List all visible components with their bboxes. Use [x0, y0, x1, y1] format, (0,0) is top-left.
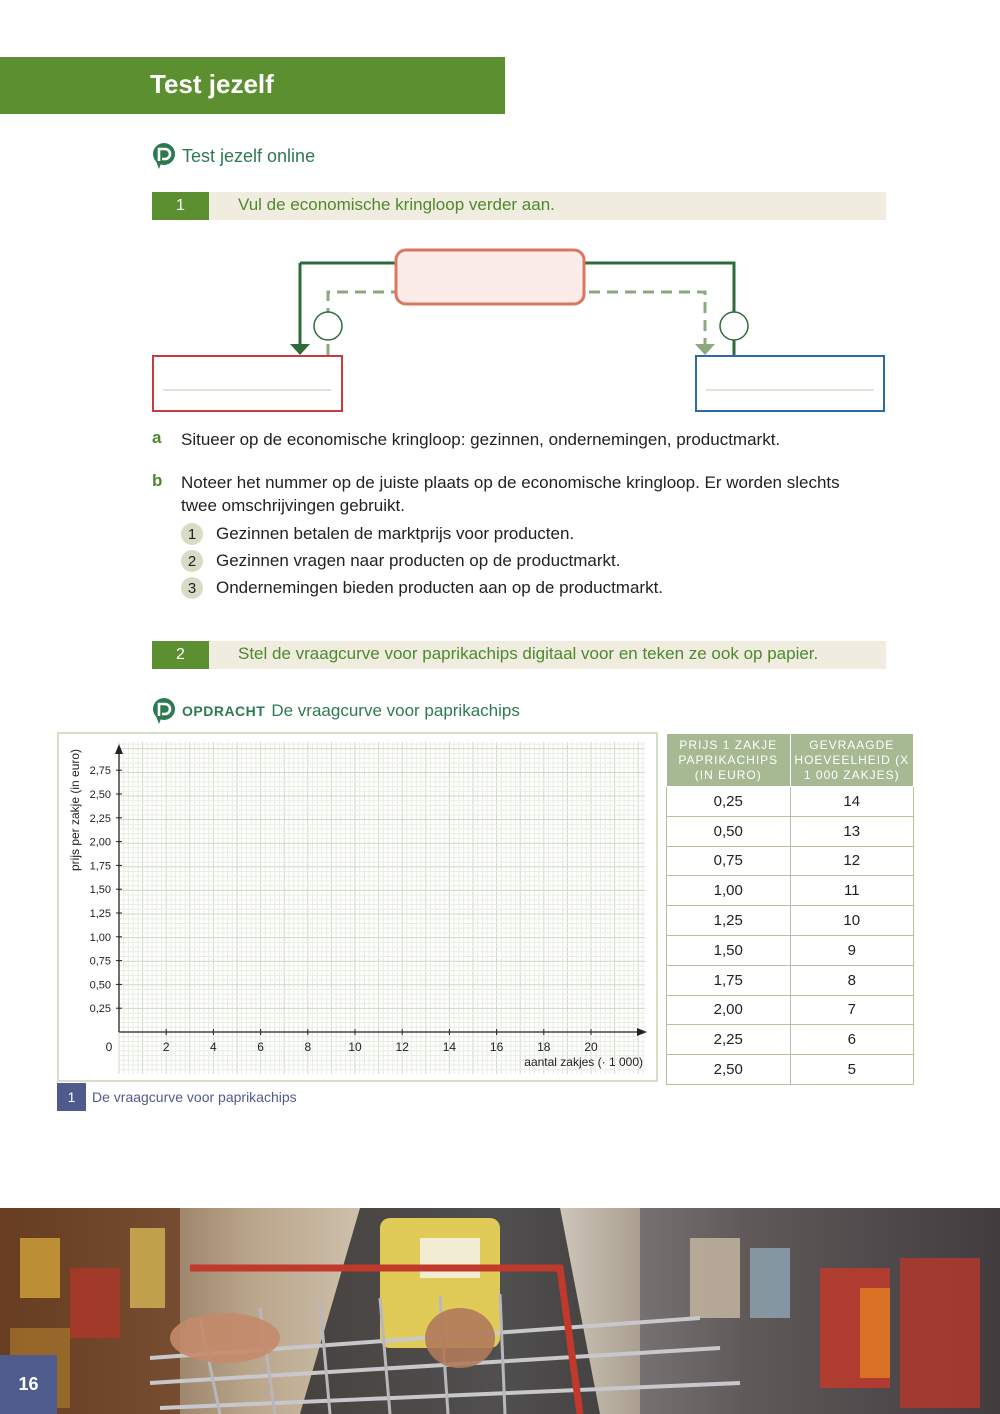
money-flow-arrowhead — [695, 344, 715, 355]
right-number-circle — [720, 312, 748, 340]
section-title: Test jezelf — [150, 69, 274, 99]
table-row — [667, 935, 914, 965]
left-answer-box — [153, 356, 342, 411]
x-tick-label: 2 — [162, 1040, 170, 1054]
table-row — [667, 846, 914, 876]
price-cell: 2,00 — [667, 995, 791, 1025]
table-row — [667, 816, 914, 846]
price-cell: 2,25 — [667, 1025, 791, 1055]
table-row — [667, 965, 914, 995]
y-tick-label: 2,25 — [89, 812, 111, 825]
price-cell: 1,00 — [667, 876, 791, 906]
opdracht-title: De vraagcurve voor paprikachips — [271, 701, 520, 720]
demand-curve-chart — [57, 732, 658, 1082]
goods-flow-arrowhead — [290, 344, 310, 355]
price-cell: 2,50 — [667, 1055, 791, 1085]
price-cell: 1,25 — [667, 906, 791, 936]
price-quantity-table — [666, 733, 914, 1085]
exercise-2-bar — [152, 641, 886, 669]
x-tick-label: 16 — [489, 1040, 504, 1054]
question-a-text: Situeer op de economische kringloop: gezinnen, ondernemingen, productmarkt. — [181, 430, 781, 449]
exercise-1-number: 1 — [152, 192, 209, 220]
online-link[interactable] — [152, 142, 315, 170]
question-a-letter: a — [152, 428, 162, 447]
table-header-row — [667, 734, 914, 787]
price-cell: 0,50 — [667, 816, 791, 846]
option-1-number: 1 — [181, 523, 203, 545]
supermarket-photo — [0, 1208, 1000, 1414]
chart-svg — [59, 734, 656, 1080]
option-2-text: Gezinnen vragen naar producten op de productmarkt. — [216, 551, 621, 570]
section-header — [0, 57, 505, 114]
exercise-1-bar — [152, 192, 886, 220]
quantity-cell: 11 — [790, 876, 913, 906]
origin-label: 0 — [105, 1040, 113, 1054]
x-tick-label: 20 — [584, 1040, 598, 1054]
figure-caption-number: 1 — [57, 1083, 86, 1111]
page-number: 16 — [0, 1355, 57, 1414]
y-tick-label: 0,50 — [89, 979, 111, 992]
opdracht-heading[interactable] — [152, 698, 520, 724]
exercise-2-number: 2 — [152, 641, 209, 669]
y-tick-label: 0,25 — [89, 1003, 111, 1016]
right-answer-box — [696, 356, 884, 411]
option-1 — [181, 522, 574, 546]
question-b-text: Noteer het nummer op de juiste plaats op de economische kringloop. Er worden slechts twee omschrijvingen gebruikt. — [181, 473, 840, 515]
option-2 — [181, 549, 620, 573]
figure-caption — [57, 1083, 297, 1111]
x-tick-label: 18 — [537, 1040, 551, 1054]
option-3-text: Ondernemingen bieden producten aan op de productmarkt. — [216, 578, 664, 597]
x-tick-label: 12 — [395, 1040, 409, 1054]
y-tick-label: 2,50 — [89, 789, 111, 801]
x-axis-label: aantal zakjes (· 1 000) — [524, 1055, 643, 1069]
x-tick-label: 14 — [442, 1040, 457, 1054]
option-3-number: 3 — [181, 577, 203, 599]
quantity-cell: 7 — [790, 995, 913, 1025]
quantity-cell: 14 — [790, 787, 913, 817]
exercise-1-instruction: Vul de economische kringloop verder aan. — [238, 195, 555, 214]
y-tick-label: 2,00 — [89, 836, 111, 849]
circular-flow-diagram — [150, 245, 890, 415]
y-tick-label: 1,75 — [89, 860, 111, 873]
x-axis-arrow-icon — [637, 1028, 647, 1036]
price-cell: 0,75 — [667, 846, 791, 876]
productmarkt-answer-box — [396, 250, 584, 304]
supermarket-photo-image — [0, 1208, 1000, 1414]
table-row — [667, 787, 914, 817]
quantity-cell: 5 — [790, 1055, 913, 1085]
table-row — [667, 906, 914, 936]
x-tick-label: 8 — [304, 1040, 312, 1054]
exercise-2-instruction: Stel de vraagcurve voor paprikachips digitaal voor en teken ze ook op papier. — [238, 644, 819, 663]
y-tick-label: 2,75 — [89, 765, 111, 778]
y-axis-label: prijs per zakje (in euro) — [68, 748, 82, 872]
table-row — [667, 1025, 914, 1055]
table-row — [667, 1055, 914, 1085]
quantity-cell: 8 — [790, 965, 913, 995]
table-row — [667, 995, 914, 1025]
option-1-text: Gezinnen betalen de marktprijs voor producten. — [216, 524, 575, 543]
opdracht-label: OPDRACHT — [182, 703, 266, 719]
quantity-cell: 13 — [790, 816, 913, 846]
x-tick-label: 6 — [257, 1040, 264, 1054]
table-header-quantity: GEVRAAGDE HOEVEELHEID (X 1 000 ZAKJES) — [790, 734, 913, 787]
question-b-letter: b — [152, 471, 163, 490]
y-tick-label: 1,25 — [89, 908, 111, 920]
y-tick-label: 0,75 — [89, 955, 111, 968]
option-3 — [181, 576, 663, 600]
x-tick-label: 4 — [210, 1040, 217, 1054]
x-tick-label: 10 — [348, 1040, 362, 1054]
y-tick-label: 1,50 — [89, 884, 111, 897]
price-cell: 1,75 — [667, 965, 791, 995]
price-cell: 1,50 — [667, 935, 791, 965]
quantity-cell: 10 — [790, 906, 913, 936]
quantity-cell: 12 — [790, 846, 913, 876]
table-header-price: PRIJS 1 ZAKJE PAPRIKACHIPS (IN EURO) — [667, 734, 791, 787]
price-cell: 0,25 — [667, 787, 791, 817]
p-logo-icon — [152, 143, 176, 169]
p-logo-icon — [152, 698, 176, 724]
option-2-number: 2 — [181, 550, 203, 572]
table-row — [667, 876, 914, 906]
left-number-circle — [314, 312, 342, 340]
online-link-label: Test jezelf online — [182, 145, 316, 166]
figure-caption-text: De vraagcurve voor paprikachips — [92, 1089, 297, 1105]
y-tick-label: 1,00 — [89, 931, 111, 944]
quantity-cell: 9 — [790, 935, 913, 965]
quantity-cell: 6 — [790, 1025, 913, 1055]
